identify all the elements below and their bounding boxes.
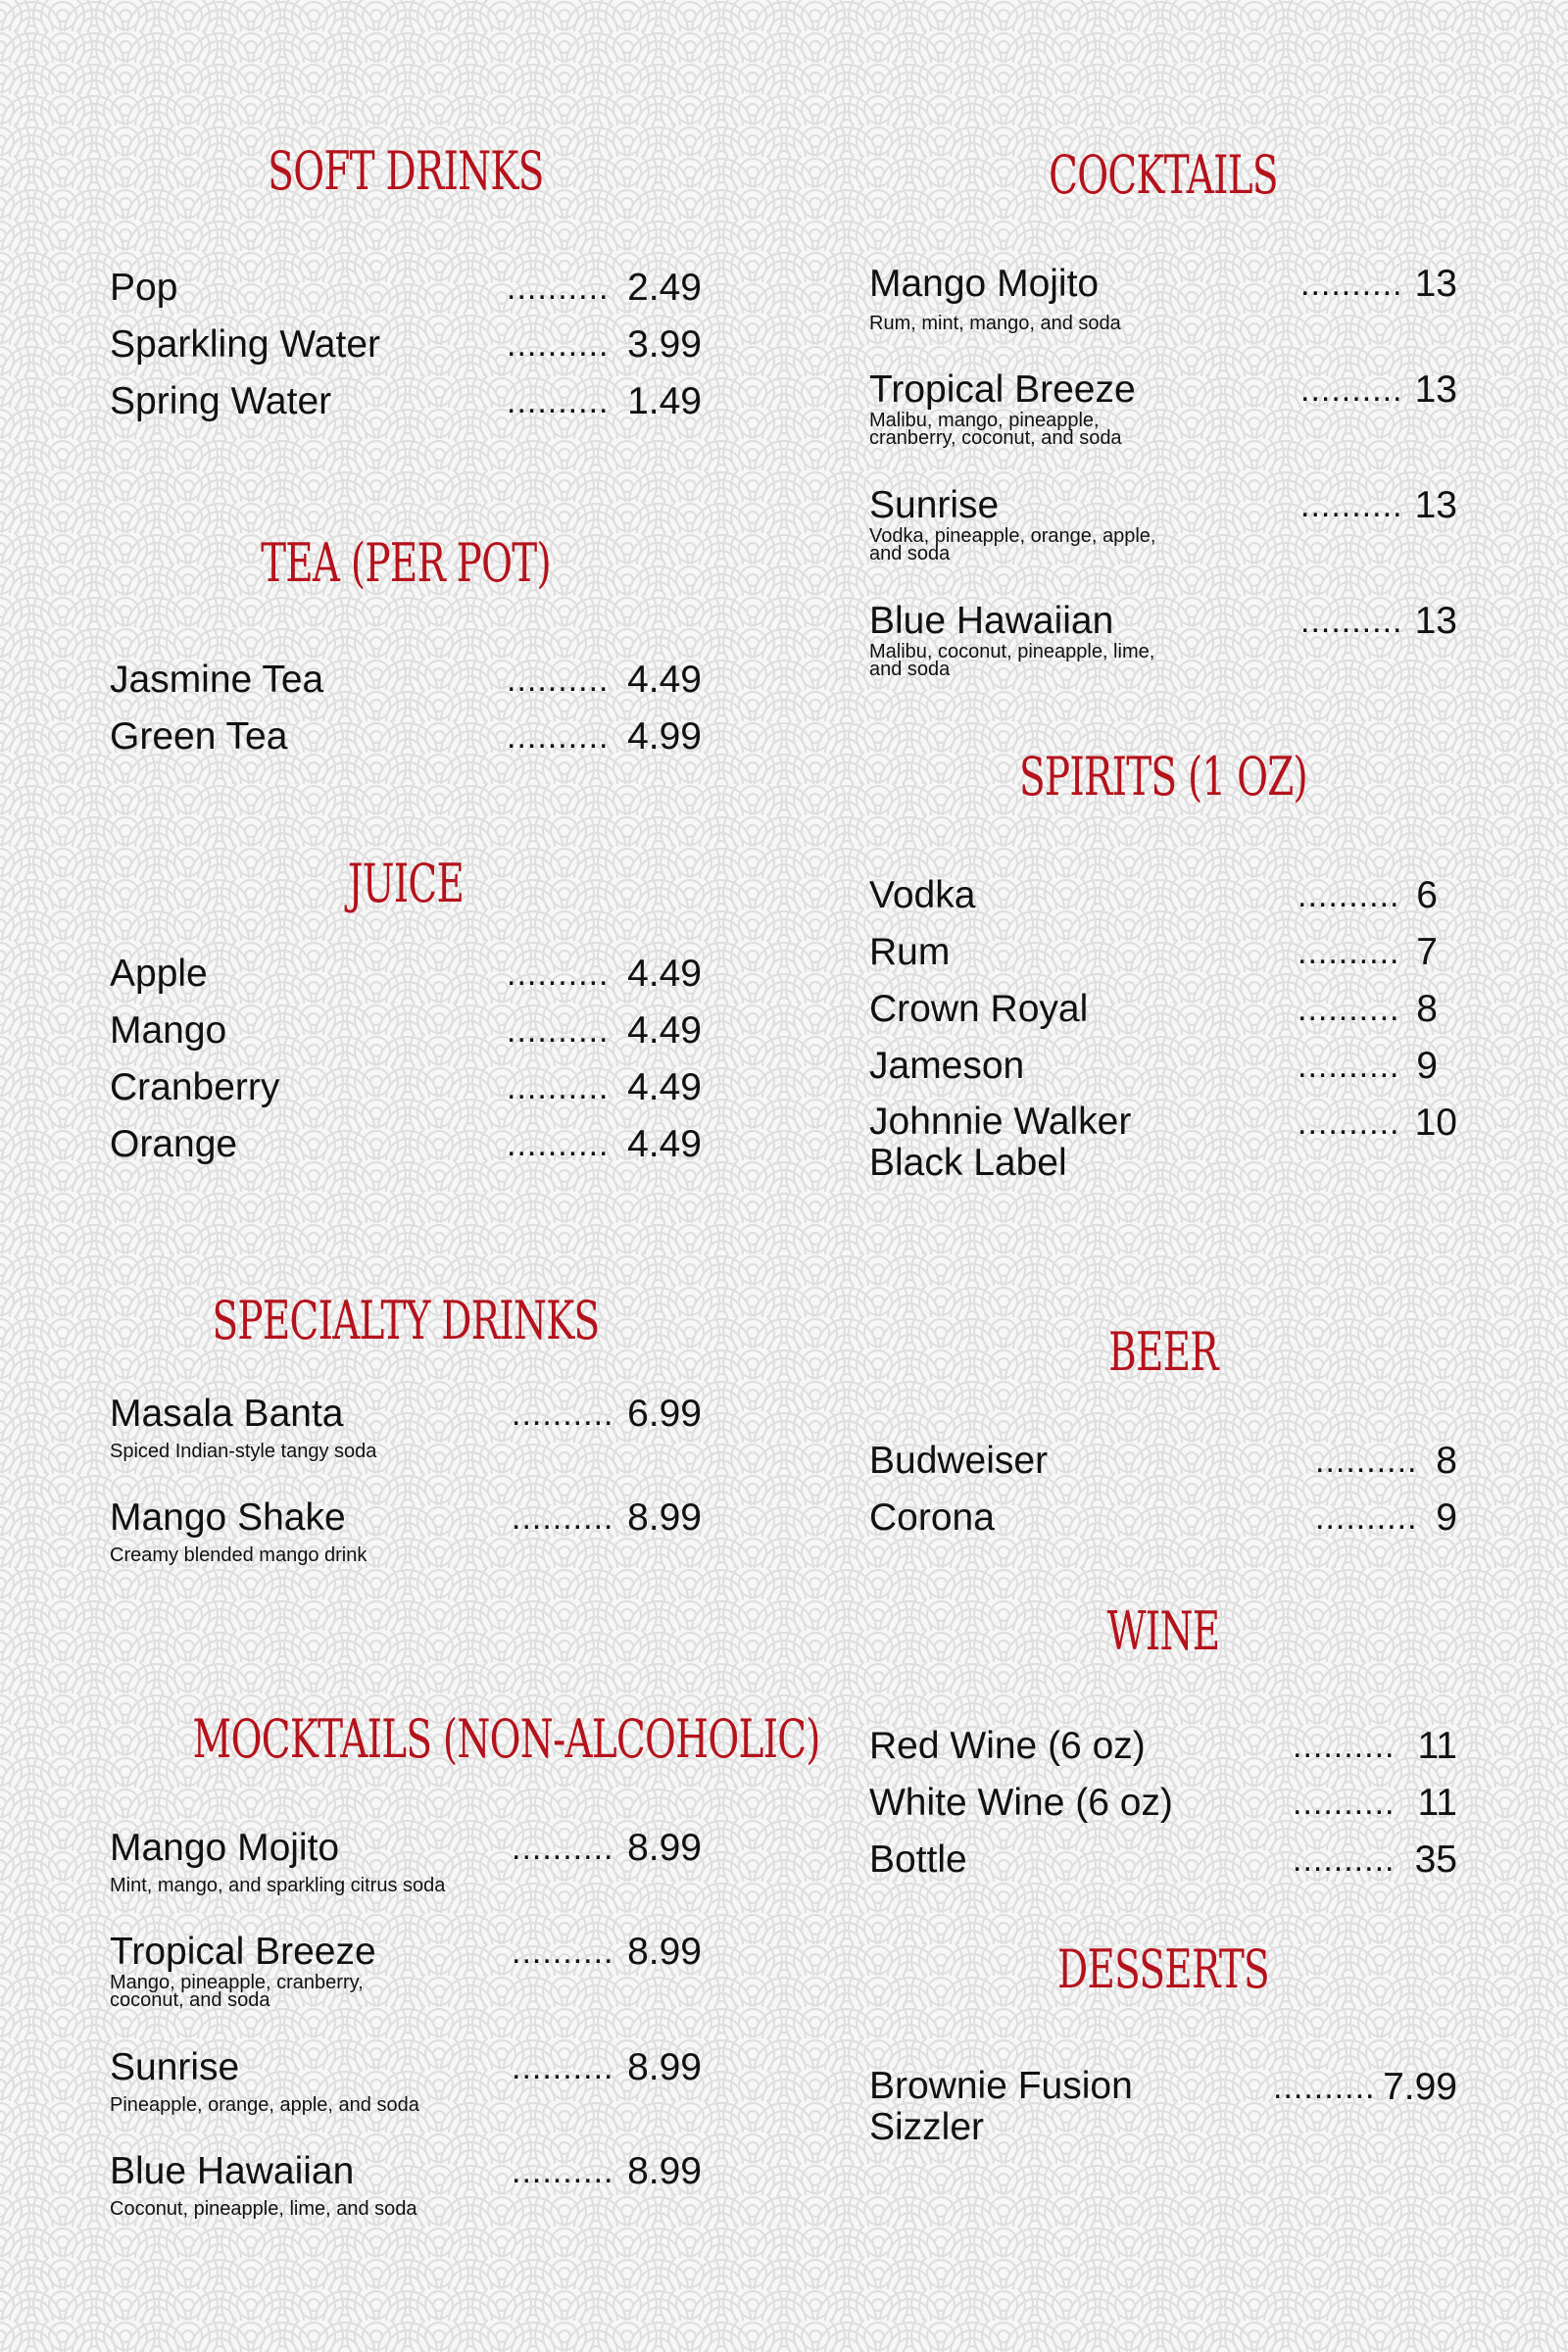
- item-name: Blue Hawaiian: [110, 2150, 355, 2192]
- section-title: DESSERTS: [1057, 1938, 1269, 2000]
- dot-leader: ..........: [1300, 266, 1403, 303]
- item-name: Jasmine Tea: [110, 659, 324, 701]
- dot-leader: ..........: [507, 270, 610, 307]
- section-title: JUICE: [347, 853, 465, 914]
- section-title: SPECIALTY DRINKS: [212, 1290, 600, 1351]
- dot-leader: ..........: [1293, 1785, 1396, 1822]
- dot-leader: ..........: [507, 1069, 610, 1106]
- dot-leader: ..........: [1300, 603, 1403, 640]
- item-name: Bottle: [869, 1838, 967, 1881]
- dot-leader: ..........: [512, 1396, 614, 1433]
- item-price: 13: [1414, 368, 1457, 411]
- dot-leader: ..........: [512, 1499, 614, 1537]
- item-name: Sparkling Water: [110, 323, 380, 366]
- item-price: 11: [1417, 1725, 1457, 1767]
- item-price: 4.49: [627, 1066, 702, 1108]
- dot-leader: ..........: [507, 718, 610, 756]
- item-name: Pop: [110, 267, 178, 309]
- item-price: 2.49: [627, 267, 702, 309]
- item-price: 8.99: [627, 2046, 702, 2088]
- item-name: Tropical Breeze: [869, 368, 1136, 411]
- item-price: 6: [1416, 874, 1438, 916]
- item-description: Mint, mango, and sparkling citrus soda: [110, 1875, 446, 1896]
- dot-leader: ..........: [1293, 1841, 1396, 1879]
- dot-leader: ..........: [1300, 487, 1403, 524]
- item-name: Sunrise: [110, 2046, 240, 2088]
- dot-leader: ..........: [1298, 991, 1400, 1028]
- item-name: Masala Banta: [110, 1393, 344, 1435]
- item-price: 8: [1436, 1440, 1457, 1482]
- dot-leader: ..........: [512, 1830, 614, 1867]
- item-price: 9: [1436, 1496, 1457, 1539]
- item-name: Budweiser: [869, 1440, 1049, 1482]
- item-name: Corona: [869, 1496, 995, 1539]
- section-title: SPIRITS (1 OZ): [1019, 746, 1307, 808]
- item-name: Apple: [110, 953, 208, 995]
- section-title: SOFT DRINKS: [268, 140, 544, 202]
- dot-leader: ..........: [1315, 1499, 1418, 1537]
- section-title: WINE: [1106, 1600, 1220, 1662]
- dot-leader: ..........: [1298, 877, 1400, 914]
- dot-leader: ..........: [1298, 1104, 1400, 1142]
- item-price: 8.99: [627, 1827, 702, 1869]
- dot-leader: ..........: [507, 1012, 610, 1050]
- item-description: Spiced Indian-style tangy soda: [110, 1441, 377, 1462]
- dot-leader: ..........: [512, 2153, 614, 2190]
- item-description: Mango, pineapple, cranberry, coconut, and soda: [110, 1972, 364, 2011]
- dot-leader: ..........: [1293, 1728, 1396, 1765]
- item-price: 1.49: [627, 380, 702, 422]
- dot-leader: ..........: [1273, 2069, 1376, 2106]
- item-description: Vodka, pineapple, orange, apple, and soda: [869, 525, 1156, 564]
- item-name: Sunrise: [869, 484, 1000, 526]
- item-price: 3.99: [627, 323, 702, 366]
- item-name: Mango Shake: [110, 1496, 346, 1539]
- item-price: 4.49: [627, 1123, 702, 1165]
- item-description: Coconut, pineapple, lime, and soda: [110, 2198, 417, 2220]
- item-price: 35: [1414, 1838, 1457, 1881]
- dot-leader: ..........: [507, 956, 610, 993]
- section-title: COCKTAILS: [1049, 144, 1278, 206]
- item-name: Mango Mojito: [110, 1827, 340, 1869]
- item-name: Jameson: [869, 1045, 1025, 1087]
- item-price: 7: [1416, 931, 1438, 973]
- dot-leader: ..........: [1300, 371, 1403, 409]
- item-name: Brownie Fusion Sizzler: [869, 2065, 1133, 2148]
- dot-leader: ..........: [507, 662, 610, 699]
- item-name: Green Tea: [110, 715, 288, 758]
- dot-leader: ..........: [507, 383, 610, 420]
- dot-leader: ..........: [512, 1934, 614, 1971]
- dot-leader: ..........: [507, 1126, 610, 1163]
- item-description: Rum, mint, mango, and soda: [869, 313, 1121, 334]
- item-price: 8: [1416, 988, 1438, 1030]
- item-name: Mango Mojito: [869, 263, 1100, 305]
- item-price: 4.49: [627, 1009, 702, 1052]
- item-name: Rum: [869, 931, 951, 973]
- item-description: Creamy blended mango drink: [110, 1544, 368, 1566]
- item-price: 9: [1416, 1045, 1438, 1087]
- item-name: Mango: [110, 1009, 227, 1052]
- item-name: Orange: [110, 1123, 238, 1165]
- section-title: MOCKTAILS (NON-ALCOHOLIC): [192, 1708, 820, 1770]
- item-price: 8.99: [627, 1931, 702, 1973]
- item-price: 8.99: [627, 1496, 702, 1539]
- item-description: Malibu, mango, pineapple, cranberry, coconut, and soda: [869, 410, 1122, 449]
- dot-leader: ..........: [1315, 1443, 1418, 1480]
- item-name: Cranberry: [110, 1066, 280, 1108]
- item-name: Johnnie Walker Black Label: [869, 1101, 1132, 1184]
- item-price: 11: [1417, 1782, 1457, 1824]
- item-name: Crown Royal: [869, 988, 1089, 1030]
- item-price: 4.99: [627, 715, 702, 758]
- item-description: Malibu, coconut, pineapple, lime, and soda: [869, 641, 1155, 680]
- item-name: Tropical Breeze: [110, 1931, 376, 1973]
- dot-leader: ..........: [512, 2049, 614, 2086]
- item-name: Spring Water: [110, 380, 332, 422]
- item-name: White Wine (6 oz): [869, 1782, 1173, 1824]
- item-price: 6.99: [627, 1393, 702, 1435]
- section-title: BEER: [1108, 1321, 1218, 1383]
- dot-leader: ..........: [1298, 934, 1400, 971]
- item-price: 13: [1414, 263, 1457, 305]
- item-name: Red Wine (6 oz): [869, 1725, 1146, 1767]
- item-name: Vodka: [869, 874, 976, 916]
- item-price: 10: [1414, 1102, 1457, 1144]
- item-description: Pineapple, orange, apple, and soda: [110, 2094, 419, 2116]
- item-price: 7.99: [1383, 2066, 1457, 2108]
- item-price: 4.49: [627, 953, 702, 995]
- section-title: TEA (PER POT): [261, 532, 551, 594]
- item-name: Blue Hawaiian: [869, 600, 1114, 642]
- item-price: 4.49: [627, 659, 702, 701]
- item-price: 13: [1414, 600, 1457, 642]
- dot-leader: ..........: [507, 326, 610, 364]
- dot-leader: ..........: [1298, 1048, 1400, 1085]
- item-price: 8.99: [627, 2150, 702, 2192]
- item-price: 13: [1414, 484, 1457, 526]
